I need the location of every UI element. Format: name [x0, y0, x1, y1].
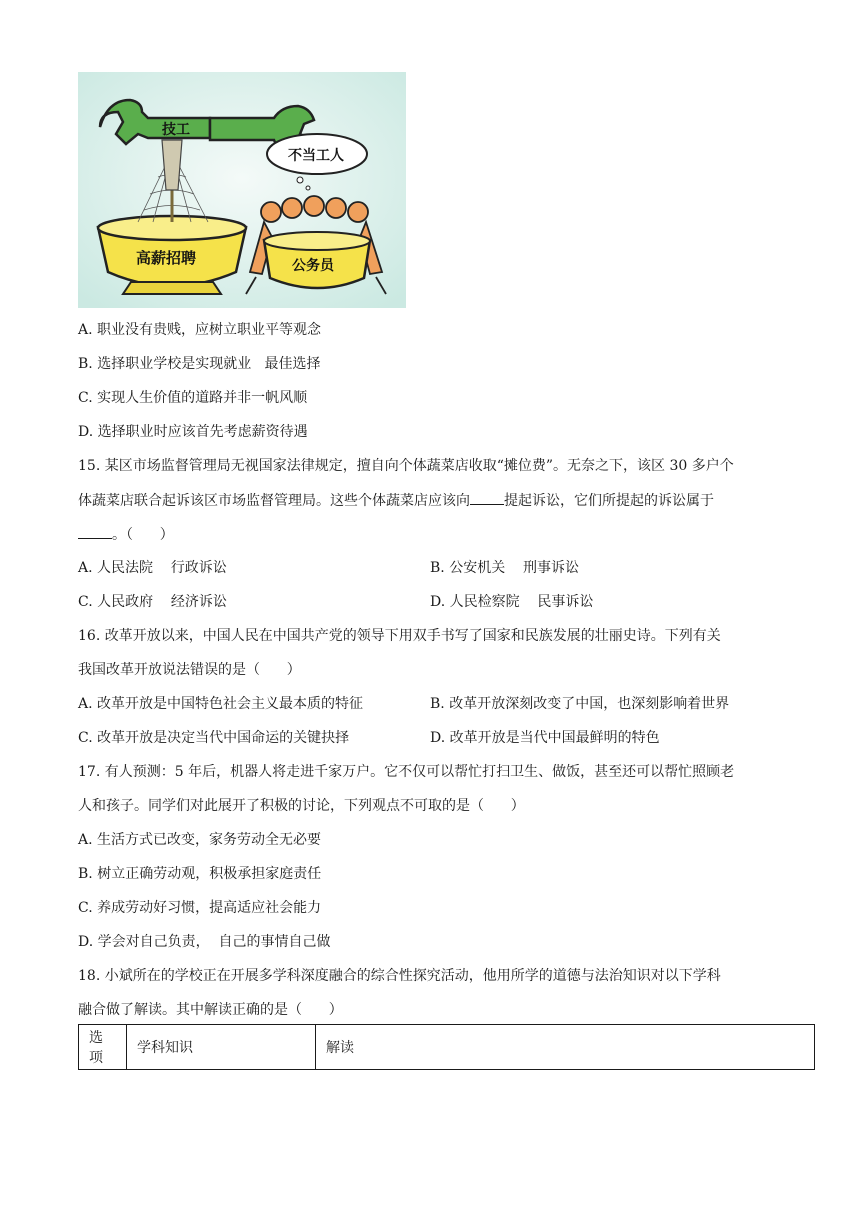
q17-option-d: D. 学会对自己负责， 自己的事情自己做: [78, 934, 331, 950]
q15-option-a: A. 人民法院 行政诉讼: [78, 560, 227, 576]
q18-table: [78, 1024, 815, 1070]
table-header-row: [79, 1025, 815, 1070]
q17-option-a: A. 生活方式已改变，家务劳动全无必要: [78, 832, 322, 848]
q15-option-d: D. 人民检察院 民事诉讼: [430, 594, 594, 610]
q18-stem-line1: 18. 小斌所在的学校正在开展多学科深度融合的综合性探究活动，他用所学的道德与法治知识对以下学科: [78, 968, 721, 984]
q15-stem-line3: [78, 524, 174, 545]
q16-option-d: D. 改革开放是当代中国最鲜明的特色: [430, 730, 660, 746]
answer-blank: [470, 490, 504, 505]
q15-option-b: B. 公安机关 刑事诉讼: [430, 560, 579, 576]
q16-stem-line1: 16. 改革开放以来，中国人民在中国共产党的领导下用双手书写了国家和民族发展的壮丽史诗。下列有关: [78, 628, 721, 644]
q17-stem-line1: 17. 有人预测：5 年后，机器人将走进千家万户。它不仅可以帮忙打扫卫生、做饭，甚至还可以帮忙照顾老: [78, 764, 735, 780]
speech-bubble-text: 不当工人: [288, 148, 344, 164]
q17-option-b: B. 树立正确劳动观，积极承担家庭责任: [78, 866, 322, 882]
wrench-label: 技工: [162, 122, 190, 138]
q16-option-b: B. 改革开放深刻改变了中国，也深刻影响着世界: [430, 696, 730, 712]
q18-stem-line2: 融合做了解读。其中解读正确的是（ ）: [78, 1002, 343, 1018]
q14-option-d: D. 选择职业时应该首先考虑薪资待遇: [78, 424, 308, 440]
q14-option-c: C. 实现人生价值的道路并非一帆风顺: [78, 390, 308, 406]
q15-stem-part2: 提起诉讼，它们所提起的诉讼属于: [504, 493, 714, 509]
right-bowl-label: 公务员: [292, 258, 334, 274]
table-header-cell: 学科知识: [127, 1025, 316, 1070]
q15-stem-part3: 。（ ）: [112, 527, 174, 543]
left-bowl-label: 高薪招聘: [136, 249, 197, 267]
table-header-cell: 选项: [79, 1025, 127, 1070]
q17-stem-line2: 人和孩子。同学们对此展开了积极的讨论，下列观点不可取的是（ ）: [78, 798, 525, 814]
q15-stem-line2: [78, 490, 714, 511]
q14-option-b: B. 选择职业学校是实现就业 最佳选择: [78, 356, 321, 372]
table-header-cell: 解读: [316, 1025, 815, 1070]
q16-option-a: A. 改革开放是中国特色社会主义最本质的特征: [78, 696, 364, 712]
answer-blank: [78, 524, 112, 539]
q15-stem-line1: 15. 某区市场监督管理局无视国家法律规定，擅自向个体蔬菜店收取“摊位费”。无奈之下，该区 30 多户个: [78, 458, 734, 474]
q15-stem-part1: 体蔬菜店联合起诉该区市场监督管理局。这些个体蔬菜店应该向: [78, 493, 470, 509]
q15-option-c: C. 人民政府 经济诉讼: [78, 594, 227, 610]
cartoon-illustration: [78, 72, 406, 308]
q14-option-a: A. 职业没有贵贱，应树立职业平等观念: [78, 322, 322, 338]
q17-option-c: C. 养成劳动好习惯，提高适应社会能力: [78, 900, 322, 916]
q16-stem-line2: 我国改革开放说法错误的是（ ）: [78, 662, 301, 678]
q16-option-c: C. 改革开放是决定当代中国命运的关键抉择: [78, 730, 350, 746]
